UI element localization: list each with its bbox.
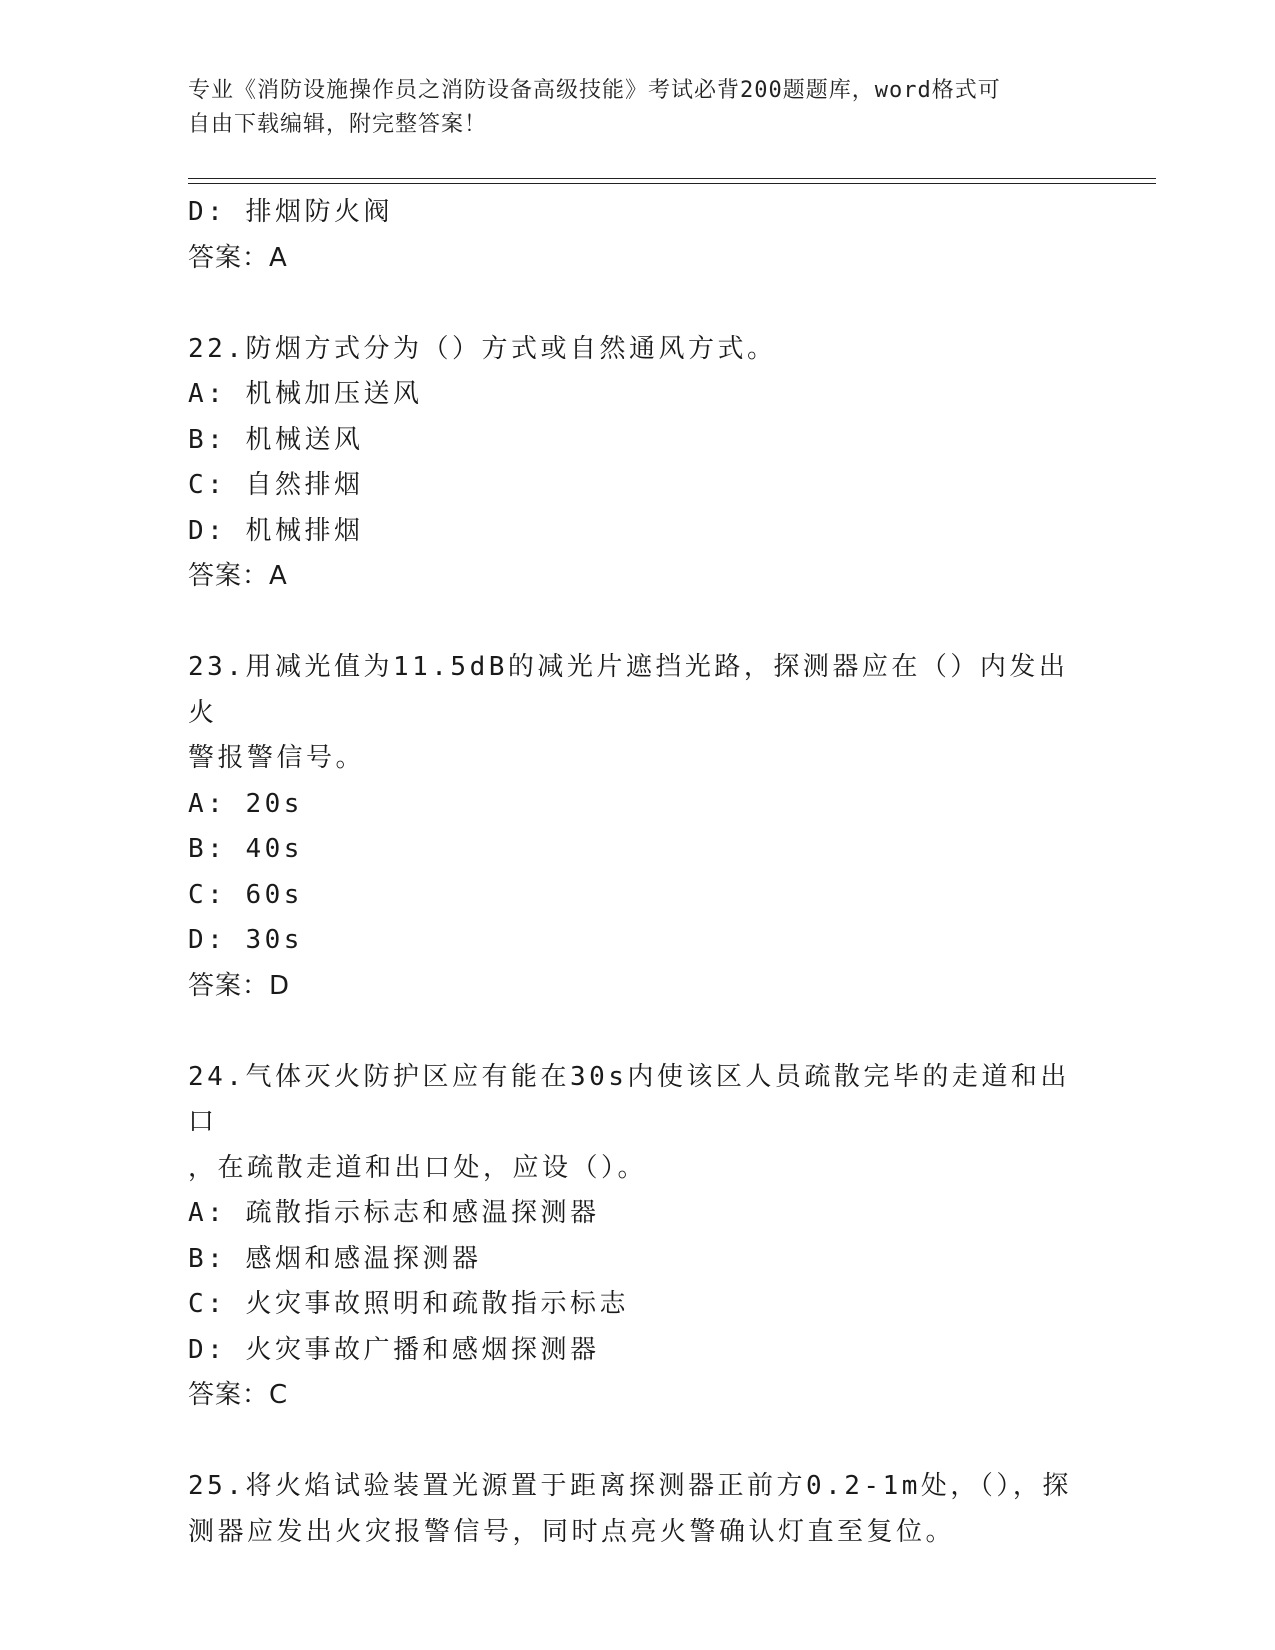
question-23-option-b: B: 40s	[188, 834, 303, 864]
question-21-answer: 答案：A	[188, 242, 288, 273]
question-23	[188, 645, 1088, 1009]
question-24-option-c: C: 火灾事故照明和疏散指示标志	[188, 1289, 629, 1319]
question-24-stem-line-1: 24.气体灭火防护区应有能在30s内使该区人员疏散完毕的走道和出口	[188, 1061, 1070, 1137]
spacer	[188, 1419, 1088, 1465]
question-23-stem-line-1: 23.用减光值为11.5dB的减光片遮挡光路，探测器应在（）内发出火	[188, 652, 1069, 728]
question-21-tail	[188, 190, 1088, 281]
question-23-option-a: A: 20s	[188, 788, 303, 819]
question-21-option-d: D: 排烟防火阀	[188, 197, 393, 227]
question-22-stem: 22.防烟方式分为（）方式或自然通风方式。	[188, 333, 777, 364]
question-24-option-a: A: 疏散指示标志和感温探测器	[188, 1198, 600, 1228]
question-24-option-d: D: 火灾事故广播和感烟探测器	[188, 1334, 600, 1365]
header-divider-bottom	[188, 183, 1156, 184]
question-23-option-c: C: 60s	[188, 879, 303, 910]
question-23-option-d: D: 30s	[188, 925, 303, 955]
question-25	[188, 1464, 1088, 1555]
question-22-answer: 答案：A	[188, 561, 288, 591]
question-list	[188, 190, 1088, 1555]
question-23-answer: 答案：D	[188, 970, 291, 1001]
question-24	[188, 1055, 1088, 1419]
header-title-line-2: 自由下载编辑，附完整答案！	[188, 112, 488, 137]
question-23-stem-line-2: 警报警信号。	[188, 743, 366, 773]
question-22-option-c: C: 自然排烟	[188, 470, 364, 500]
header-title-line-1: 专业《消防设施操作员之消防设备高级技能》考试必背200题题库，word格式可	[188, 78, 1001, 103]
spacer	[188, 600, 1088, 646]
question-22-option-d: D: 机械排烟	[188, 515, 364, 546]
question-22-option-a: A: 机械加压送风	[188, 379, 423, 409]
document-header	[188, 74, 1088, 142]
question-24-option-b: B: 感烟和感温探测器	[188, 1243, 482, 1274]
question-22	[188, 327, 1088, 600]
question-24-stem-line-2: ，在疏散走道和出口处，应设（）。	[188, 1152, 648, 1183]
question-22-option-b: B: 机械送风	[188, 424, 364, 455]
question-25-stem-line-2: 测器应发出火灾报警信号，同时点亮火警确认灯直至复位。	[188, 1516, 956, 1547]
question-25-stem-line-1: 25.将火焰试验装置光源置于距离探测器正前方0.2-1m处，（），探	[188, 1471, 1072, 1501]
header-divider-top	[188, 178, 1156, 179]
spacer	[188, 1009, 1088, 1055]
question-24-answer: 答案：C	[188, 1380, 289, 1410]
spacer	[188, 281, 1088, 327]
